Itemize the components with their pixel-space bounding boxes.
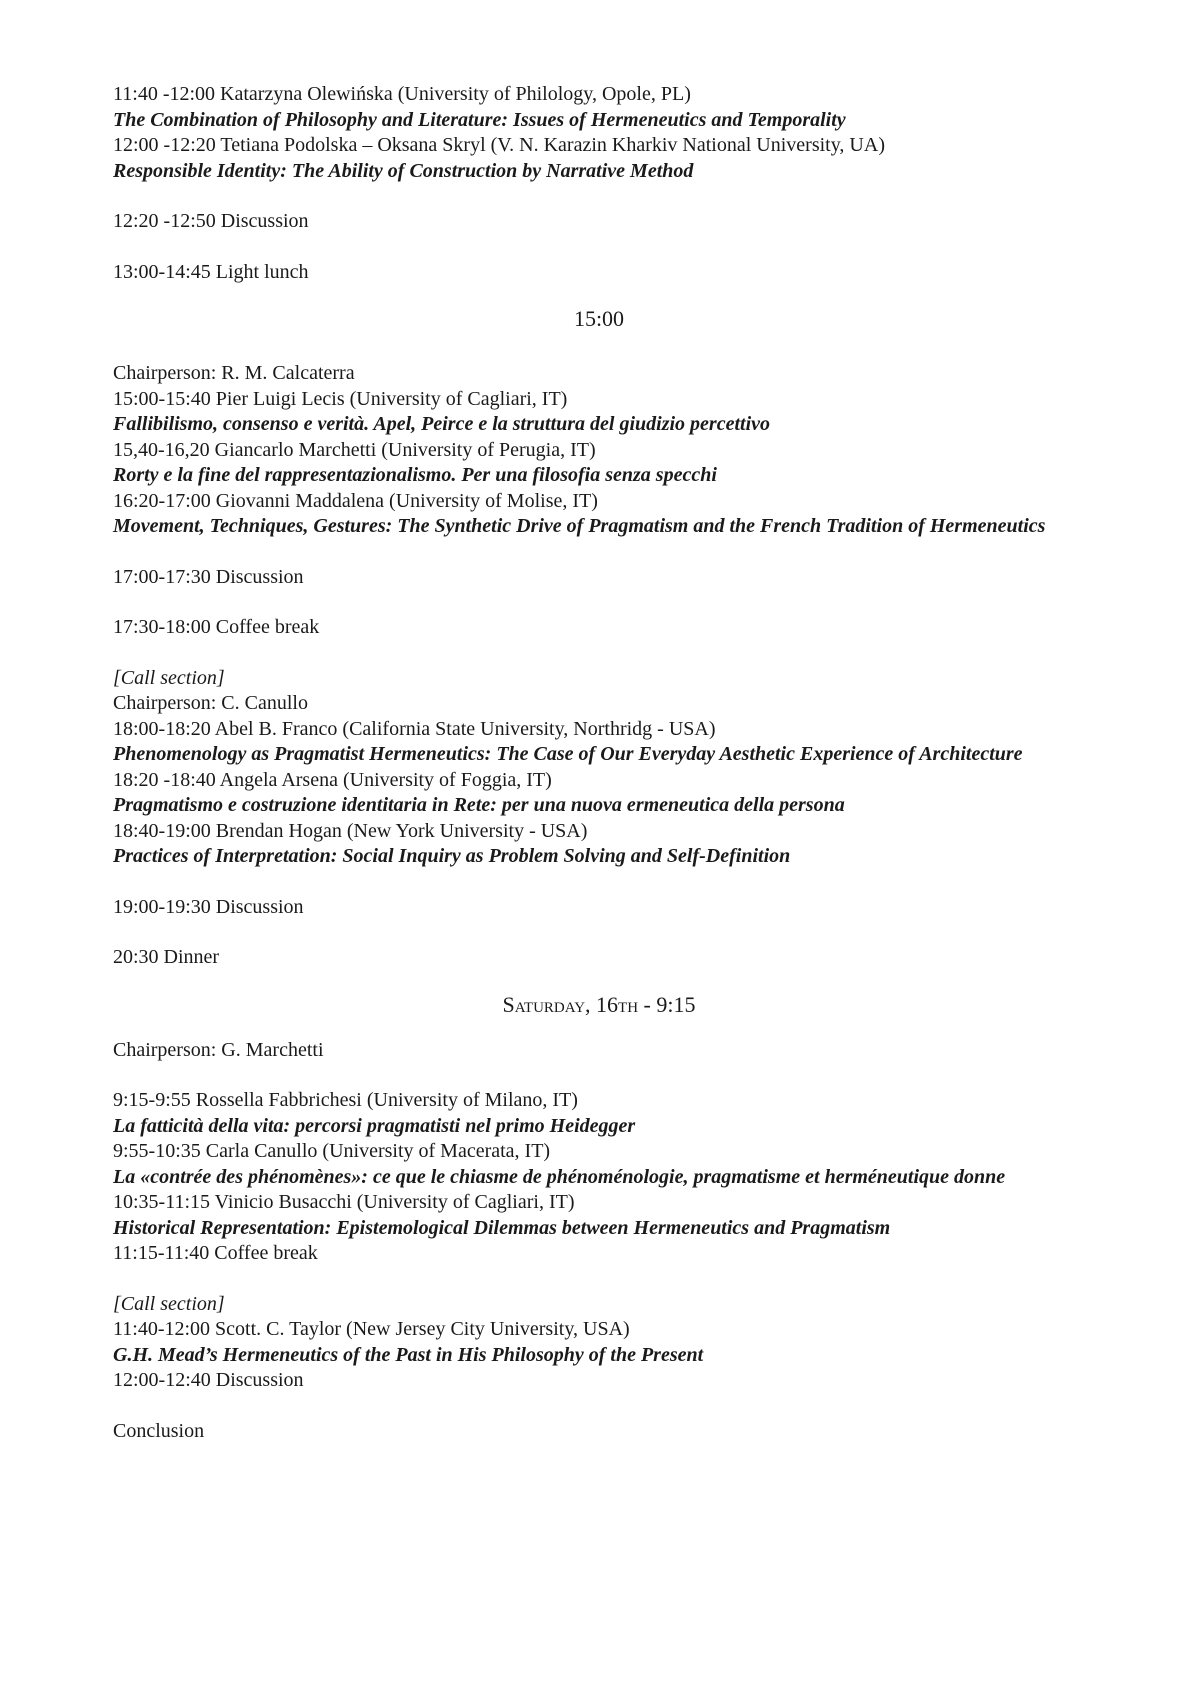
talk-line: 9:15-9:55 Rossella Fabbrichesi (University of Milano, IT)	[113, 1089, 578, 1111]
session-block-evening	[113, 666, 1085, 870]
talk-line: 15:00-15:40 Pier Luigi Lecis (University of Cagliari, IT)	[113, 387, 568, 410]
discussion-line: 12:00-12:40 Discussion	[113, 1369, 304, 1391]
talk-line: 10:35-11:15 Vinicio Busacchi (University of Cagliari, IT)	[113, 1191, 575, 1213]
talk-title: Practices of Interpretation: Social Inquiry as Problem Solving and Self-Definition	[113, 845, 791, 867]
talk-line: 18:40-19:00 Brendan Hogan (New York University - USA)	[113, 819, 588, 842]
program-page	[113, 82, 1085, 1444]
session-block-saturday	[113, 1088, 1085, 1267]
talk-title: La fatticità della vita: percorsi pragmatisti nel primo Heidegger	[113, 1114, 636, 1137]
session-block-afternoon	[113, 361, 1085, 540]
talk-line: 12:00 -12:20 Tetiana Podolska – Oksana Skryl (V. N. Karazin Kharkiv National University, UA)	[113, 134, 885, 156]
session-block-morning-end	[113, 82, 1085, 184]
call-section-label: [Call section]	[113, 666, 225, 689]
talk-line: 18:00-18:20 Abel B. Franco (California State University, Northridg - USA)	[113, 717, 716, 740]
talk-line: 16:20-17:00 Giovanni Maddalena (University of Molise, IT)	[113, 489, 598, 512]
talk-title: Rorty e la fine del rappresentazionalismo. Per una filosofia senza specchi	[113, 464, 717, 486]
chairperson-line: Chairperson: C. Canullo	[113, 692, 308, 714]
discussion-line: 17:00-17:30 Discussion	[113, 565, 304, 588]
conclusion-line: Conclusion	[113, 1419, 205, 1442]
talk-line: 11:40 -12:00 Katarzyna Olewińska (University of Philology, Opole, PL)	[113, 83, 691, 105]
lunch-line: 13:00-14:45 Light lunch	[113, 260, 309, 283]
talk-title: Movement, Techniques, Gestures: The Synthetic Drive of Pragmatism and the French Tradition of Hermeneutics	[113, 515, 1046, 537]
coffee-break-line: 11:15-11:40 Coffee break	[113, 1242, 318, 1264]
talk-line: 15,40-16,20 Giancarlo Marchetti (University of Perugia, IT)	[113, 438, 596, 461]
talk-title: La «contrée des phénomènes»: ce que le chiasme de phénoménologie, pragmatisme et herméneutique donne	[113, 1165, 1006, 1188]
dinner-line: 20:30 Dinner	[113, 946, 220, 968]
section-heading-afternoon: 15:00	[573, 306, 625, 331]
chairperson-line: Chairperson: G. Marchetti	[113, 1038, 324, 1061]
talk-title: Fallibilismo, consenso e verità. Apel, Peirce e la struttura del giudizio percettivo	[113, 413, 771, 435]
talk-line: 9:55-10:35 Carla Canullo (University of Macerata, IT)	[113, 1140, 551, 1162]
talk-title: Historical Representation: Epistemological Dilemmas between Hermeneutics and Pragmatism	[113, 1216, 891, 1239]
coffee-break-line: 17:30-18:00 Coffee break	[113, 616, 320, 638]
discussion-line: 19:00-19:30 Discussion	[113, 895, 304, 918]
talk-title: G.H. Mead’s Hermeneutics of the Past in His Philosophy of the Present	[113, 1343, 704, 1366]
talk-title: Pragmatismo e costruzione identitaria in Rete: per una nuova ermeneutica della persona	[113, 794, 845, 816]
chairperson-line: Chairperson: R. M. Calcaterra	[113, 362, 355, 384]
talk-title: Phenomenology as Pragmatist Hermeneutics: The Case of Our Everyday Aesthetic Experience of Architecture	[113, 743, 1023, 765]
session-block-saturday-call	[113, 1292, 1085, 1394]
call-section-label: [Call section]	[113, 1292, 225, 1315]
discussion-line: 12:20 -12:50 Discussion	[113, 210, 309, 232]
talk-title: The Combination of Philosophy and Literature: Issues of Hermeneutics and Temporality	[113, 108, 846, 131]
section-heading-saturday: Saturday, 16th - 9:15	[502, 991, 696, 1017]
talk-line: 18:20 -18:40 Angela Arsena (University of Foggia, IT)	[113, 768, 552, 791]
talk-line: 11:40-12:00 Scott. C. Taylor (New Jersey City University, USA)	[113, 1318, 630, 1340]
talk-title: Responsible Identity: The Ability of Construction by Narrative Method	[113, 159, 694, 182]
